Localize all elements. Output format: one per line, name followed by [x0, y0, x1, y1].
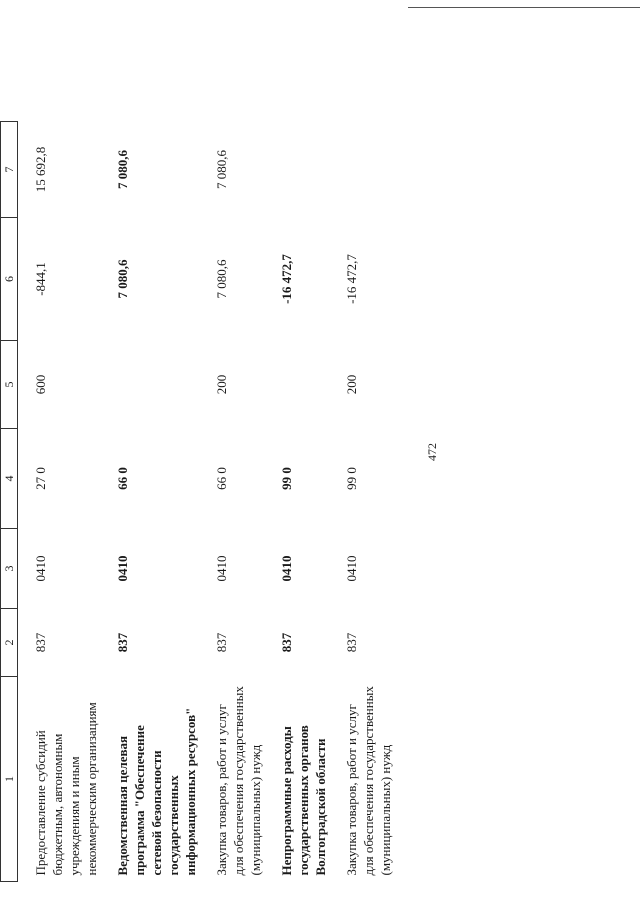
cell-col5: 600 [33, 374, 48, 395]
page-number: 472 [425, 443, 439, 461]
column-header: 5 [1, 341, 18, 429]
cell-col4: 99 0 [279, 467, 294, 490]
cell-col4: 66 0 [115, 467, 130, 490]
top-rule [408, 7, 640, 8]
column-header: 1 [1, 677, 18, 882]
row-name: Ведомственная целевая программа "Обеспечение сетевой безопасности государственных информационных ресурсов" [115, 707, 198, 876]
column-header: 4 [1, 429, 18, 529]
cell-col3: 0410 [115, 555, 130, 582]
cell-col7 [339, 122, 394, 218]
cell-col2: 837 [279, 632, 294, 653]
column-header: 6 [1, 218, 18, 341]
table-row [209, 122, 264, 882]
cell-col4: 27 0 [33, 467, 48, 490]
cell-col2: 837 [33, 632, 48, 653]
cell-col2: 837 [344, 632, 359, 653]
cell-col4: 66 0 [214, 467, 229, 490]
table-row [274, 122, 329, 882]
column-header: 7 [1, 122, 18, 218]
cell-col7: 7 080,6 [115, 150, 130, 189]
cell-col6: -844,1 [33, 262, 48, 296]
budget-table [0, 72, 530, 882]
cell-col3: 0410 [214, 555, 229, 582]
row-name: Закупка товаров, работ и услуг для обеспечения государственных (муниципальных) нужд [214, 686, 263, 876]
cell-col2: 837 [115, 632, 130, 653]
cell-col5 [274, 341, 329, 429]
table-row [28, 122, 100, 882]
table-row [110, 122, 199, 882]
cell-col3: 0410 [33, 555, 48, 582]
cell-col5 [110, 341, 199, 429]
cell-col7 [274, 122, 329, 218]
cell-col7: 15 692,8 [33, 146, 48, 193]
cell-col6: -16 472,7 [279, 254, 294, 304]
table-header-row [1, 122, 18, 882]
cell-col3: 0410 [344, 555, 359, 582]
row-name: Непрограммные расходы государственных органов Волгоградской области [279, 725, 328, 876]
column-header: 3 [1, 529, 18, 609]
cell-col5: 200 [344, 374, 359, 395]
row-name: Предоставление субсидий бюджетным, автономным учреждениям и иным некоммерческим организациям [33, 702, 99, 876]
cell-col6: -16 472,7 [344, 254, 359, 304]
table-row [339, 122, 394, 882]
row-name: Закупка товаров, работ и услуг для обеспечения государственных (муниципальных) нужд [344, 686, 393, 876]
cell-col4: 99 0 [344, 467, 359, 490]
cell-col5: 200 [214, 374, 229, 395]
cell-col3: 0410 [279, 555, 294, 582]
column-header: 2 [1, 609, 18, 677]
cell-col6: 7 080,6 [214, 259, 229, 299]
cell-col6: 7 080,6 [115, 259, 130, 299]
cell-col7: 7 080,6 [214, 150, 229, 189]
cell-col2: 837 [214, 632, 229, 653]
